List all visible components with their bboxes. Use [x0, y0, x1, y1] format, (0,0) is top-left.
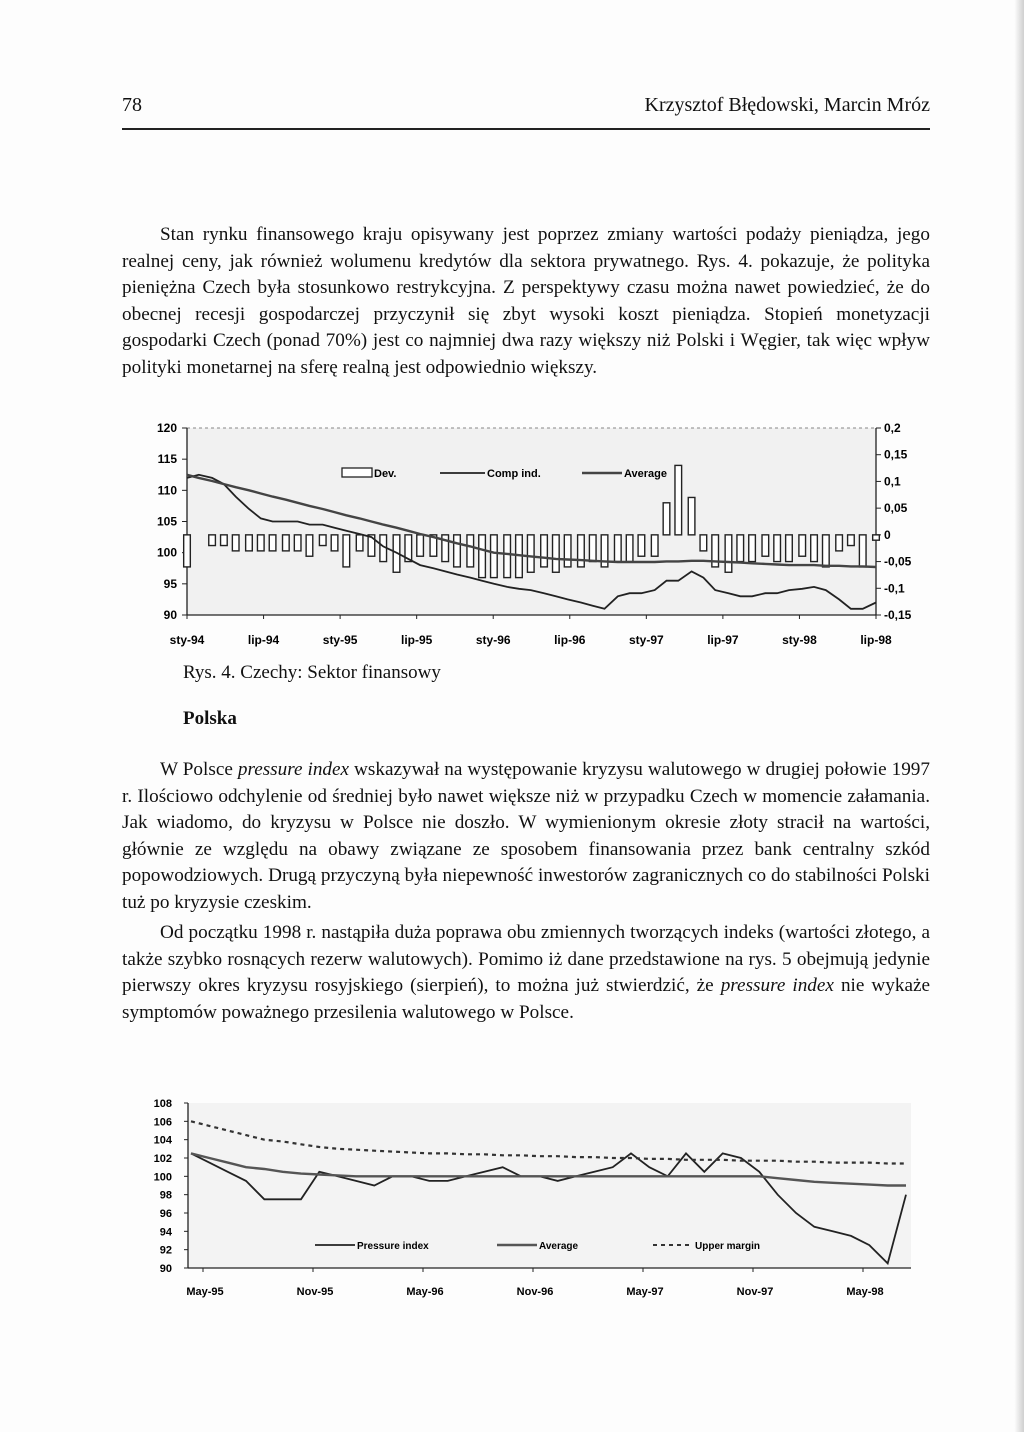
dev-bar — [614, 535, 621, 562]
x-tick-label: lip-98 — [860, 633, 892, 647]
dev-bar — [688, 497, 695, 534]
dev-bar — [343, 535, 350, 567]
dev-bar — [246, 535, 253, 551]
dev-bar — [467, 535, 474, 567]
x-tick-label: May-95 — [186, 1286, 224, 1298]
x-tick-label: sty-95 — [322, 633, 358, 647]
paragraph-text-3 — [122, 920, 930, 1026]
paragraph-text: Stan rynku finansowego kraju opisywany jest poprzez zmiany wartości podaży pieniądza, jego realnej ceny, jak również wolumenu kredytów dla sektora prywatnego. Rys. 4. pokazuje, że polityka pieniężna Czech była stosunkowo restrykcyjna. Z perspektywy czasu można nawet powiedzieć, że do obecnej recesji gospodarczej przyczynił się zbyt wysoki koszt pieniądza. Stopień monetyzacji gospodarki Czech (ponad 70%) jest co najmniej dwa razy większy niż Polski i Węgier, tak więc wpływ polityki monetarnej na sferę realną jest odpowiednio większy. — [122, 224, 930, 378]
dev-bar — [589, 535, 596, 562]
dev-bar — [269, 535, 276, 551]
dev-bar — [232, 535, 239, 551]
y-tick-label: 102 — [153, 1153, 172, 1165]
dev-bar — [675, 465, 682, 534]
legend-label-dev: Dev. — [374, 468, 397, 480]
dev-bar — [417, 535, 424, 556]
y2-tick-label: 0 — [884, 527, 891, 542]
y2-tick-label: 0,05 — [884, 501, 908, 516]
dev-bar — [553, 535, 560, 572]
dev-bar — [356, 535, 363, 551]
x-tick-label: Nov-97 — [736, 1286, 774, 1298]
dev-bar — [527, 535, 534, 572]
x-tick-label: May-97 — [626, 1286, 664, 1298]
dev-bar — [651, 535, 658, 556]
y2-tick-label: -0,15 — [884, 608, 912, 622]
paragraph-intro — [122, 222, 930, 381]
x-tick-label: May-96 — [406, 1286, 444, 1298]
legend-label-average: Average — [539, 1241, 579, 1252]
dev-bar — [257, 535, 264, 551]
dev-bar — [859, 535, 866, 567]
dev-bar — [504, 535, 511, 578]
dev-bar — [836, 535, 843, 551]
x-tick-label: sty-96 — [475, 633, 511, 647]
dev-bar — [700, 535, 707, 551]
dev-bar — [626, 535, 633, 562]
dev-bar — [479, 535, 486, 578]
dev-bar — [209, 535, 216, 546]
dev-bar — [564, 535, 571, 567]
dev-bar — [749, 535, 756, 562]
dev-bar — [454, 535, 461, 567]
x-tick-label: sty-98 — [782, 633, 817, 647]
y-tick-label: 92 — [159, 1244, 172, 1257]
y-tick-label: 120 — [156, 421, 177, 435]
paragraph-polska — [122, 757, 930, 1026]
dev-bar — [638, 535, 645, 556]
dev-bar — [811, 535, 818, 562]
dev-bar — [762, 535, 769, 556]
y-tick-label: 96 — [159, 1208, 172, 1220]
italic-term: pressure index — [237, 759, 350, 780]
x-tick-label: lip-96 — [554, 633, 586, 647]
x-tick-label: lip-94 — [247, 633, 280, 647]
dev-bar — [306, 535, 313, 556]
dev-bar — [541, 535, 548, 567]
dev-bar — [848, 535, 855, 546]
x-tick-label: sty-94 — [169, 633, 205, 647]
legend-swatch-dev — [342, 468, 372, 477]
y2-tick-label: -0,05 — [884, 554, 912, 569]
x-tick-label: lip-95 — [400, 633, 433, 647]
y2-tick-label: 0,15 — [884, 447, 908, 462]
y-tick-label: 115 — [157, 452, 177, 467]
y2-tick-label: -0,1 — [884, 581, 905, 596]
y-tick-label: 90 — [163, 608, 177, 622]
dev-bar — [663, 503, 670, 535]
dev-bar — [184, 535, 191, 567]
text-run: Od początku 1998 r. nastąpiła duża poprawa obu zmiennych tworzących indeks (wartości złotego, a także szybko rosnących rezerw walutowych). Pomimo iż dane przedstawione na rys. 5 obejmują jedynie pierwszy okres kryzysu rosyjskiego (sierpień), to można już stwierdzić, że — [122, 922, 930, 996]
y-tick-label: 106 — [153, 1116, 172, 1129]
x-tick-label: Nov-95 — [296, 1286, 334, 1298]
dev-bar — [221, 535, 228, 546]
dev-bar — [774, 535, 781, 562]
legend-label-upper-margin: Upper margin — [695, 1241, 761, 1252]
chart-poland-pressure-index — [125, 1090, 915, 1310]
x-tick-label: Nov-96 — [516, 1286, 554, 1298]
y-tick-label: 95 — [163, 576, 177, 591]
dev-bar — [823, 535, 830, 567]
page-edge-shadow — [1014, 0, 1024, 1432]
dev-bar — [319, 535, 326, 546]
running-header — [122, 92, 930, 130]
dev-bar — [799, 535, 806, 556]
dev-bar — [283, 535, 290, 551]
y2-tick-label: 0,2 — [884, 421, 901, 435]
y2-tick-label: 0,1 — [884, 474, 901, 489]
paragraph-text-2 — [122, 757, 930, 916]
dev-bar — [786, 535, 793, 562]
y-tick-label: 100 — [153, 1171, 172, 1184]
dev-bar — [331, 535, 338, 551]
dev-bar — [725, 535, 732, 572]
chart-czech-financial-sector — [140, 415, 920, 660]
legend-label-comp-ind: Comp ind. — [487, 468, 541, 480]
legend-label-average: Average — [624, 468, 668, 480]
page-number: 78 — [122, 94, 142, 116]
figure-caption-4: Rys. 4. Czechy: Sektor finansowy — [183, 662, 441, 683]
dev-bar — [491, 535, 498, 578]
section-heading-polska: Polska — [183, 708, 237, 729]
legend-label-pressure-index: Pressure index — [357, 1241, 429, 1252]
running-header-authors: Krzysztof Błędowski, Marcin Mróz — [644, 94, 930, 116]
y-tick-label: 108 — [153, 1098, 172, 1110]
y-tick-label: 104 — [153, 1134, 172, 1147]
dev-bar — [294, 535, 301, 551]
y-tick-label: 90 — [159, 1263, 172, 1275]
y-tick-label: 98 — [159, 1189, 172, 1202]
text-run: wskazywał na występowanie kryzysu walutowego w drugiej połowie 1997 r. Ilościowo odchylenie od średniej było nawet większe niż w przypadku Czech w momencie załamania. Jak wiadomo, do kryzysu w Polsce nie doszło. W wymienionym okresie złoty stracił na wartości, głównie ze względu na obawy związane ze sposobem finansowania przez bank centralny szkód popowodziowych. Drugą przyczyną była niepewność inwestorów zagranicznych co do stabilności Polski tuż po kryzysie czeskim. — [122, 759, 930, 913]
italic-term: pressure index — [720, 975, 834, 996]
y-tick-label: 105 — [156, 514, 177, 529]
y-tick-label: 94 — [159, 1226, 172, 1239]
dev-bar — [737, 535, 744, 562]
text-run: W Polsce — [160, 759, 238, 780]
text-run: nie wykaże symptomów poważnego przesilenia walutowego w Polsce. — [122, 975, 931, 1023]
dev-bar — [873, 535, 880, 540]
x-tick-label: May-98 — [846, 1286, 884, 1298]
x-tick-label: lip-97 — [707, 633, 739, 647]
y-tick-label: 100 — [156, 545, 177, 560]
x-tick-label: sty-97 — [628, 633, 664, 647]
y-tick-label: 110 — [157, 483, 177, 498]
dev-bar — [578, 535, 585, 567]
